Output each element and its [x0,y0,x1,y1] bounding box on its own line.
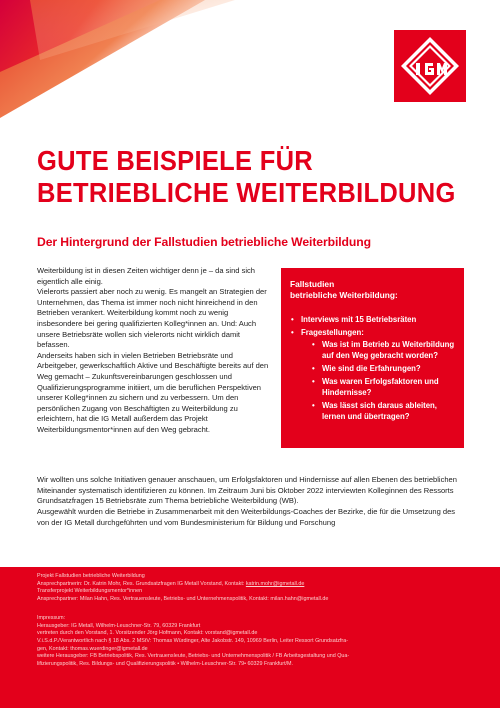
footer-contact-mohr [37,581,463,589]
title-line-2: BETRIEBLICHE WEITERBILDUNG [37,177,456,209]
sub-list-item [311,339,455,361]
sub-list-item-text: Was lässt sich daraus ableiten, lernen und übertragen? [322,401,437,421]
imprint-further-publishers: weitere Herausgeber: FB Betriebspolitik, Res. Vertrauensleute, Betriebs- und Unternehmenspolitik / FB Arbeitsgestaltung und Qua- [37,653,350,660]
list-item-text: Interviews mit 15 Betriebsräten [301,315,417,324]
sub-list-item-text: Was ist im Betrieb zu Weiterbildung auf den Weg gebracht worden? [322,340,455,360]
body-paragraph-2: Ausgewählt wurden die Betriebe in Zusammenarbeit mit den Weiterbildungs-Coaches der Bezirke, die für die Umsetzung des von der IG Metall durchgeführten und vom Bundesministerium für Bildung und Forschung [37,507,456,527]
sub-list-item [311,363,455,374]
imprint-heading: Impressum: [37,614,66,621]
igm-logo [394,30,466,102]
sub-list [301,339,455,422]
footer-transfer-project: Transferprojekt Weiterbildungsmentor*innen [37,588,143,595]
page-title [37,146,467,210]
info-box-title-line-2: betriebliche Weiterbildung: [290,290,398,300]
imprint-further-publishers-cont: lifizierungspolitik, Res. Bildungs- und Qualifizierungspolitik • Wilhelm-Leuschner-Str. 79• 60329 Frankfurt/M. [37,661,294,668]
footer-imprint [0,567,500,708]
case-study-info-box [281,268,464,448]
intro-paragraph-1: Weiterbildung ist in diesen Zeiten wichtiger denn je – da sind sich eigentlich alle einig. [37,266,256,286]
imprint-represented: vertreten durch den Vorstand, 1. Vorsitzender Jörg Hofmann, Kontakt: vorstand@igmetall.de [37,630,258,637]
info-box-list [290,314,455,422]
list-item [290,327,455,422]
contact-email-link[interactable]: katrin.mohr@igmetall.de [245,580,305,587]
sub-list-item-text: Wie sind die Erfahrungen? [322,364,421,373]
intro-column [37,266,273,436]
footer-contact-label: Ansprechpartnerin: Dr. Katrin Mohr, Res. Grundsatzfragen IG Metall Vorstand, Kontakt: [37,580,246,587]
intro-paragraph-2: Vielerorts passiert aber noch zu wenig. Es mangelt an Strategien der Unternehmen, das Thema ist immer noch nicht hinreichend in den Betrieben verankert. Weiterbildung kommt noch zu wenig insbesondere bei gering qualifizierten Kolleg*innen an. Und: Auch unsere Betriebsräte wollen sich vielerorts nicht wirklich damit befassen. [37,287,267,350]
imprint-responsible-contact: gen, Kontakt: thomas.wuerdinger@igmetall.de [37,645,148,652]
imprint-responsible: V.i.S.d.P./Verantwortlich nach § 18 Abs. 2 MStV: Thomas Würdinger, Alte Jakobstr. 149, 10969 Berlin, Leiter Ressort Grundsatzfra- [37,637,349,644]
body-paragraph-1: Wir wollten uns solche Initiativen genauer anschauen, um Erfolgsfaktoren und Hindernisse auf allen Ebenen des betrieblichen Miteinander systematisch identifizieren zu können. Im Zeitraum Juni bis Oktober 2022 interviewten Kolleginnen des Ressorts Grundsatzfragen 15 Betriebsräte zum Thema betriebliche Weiterbildung (WB). [37,475,457,506]
info-box-title-line-1: Fallstudien [290,279,335,289]
sub-list-item [311,376,455,398]
imprint-publisher: Herausgeber: IG Metall, Wilhelm-Leuschner-Str. 79, 60329 Frankfurt [37,622,201,629]
sub-list-item [311,400,455,422]
body-text [37,475,467,529]
intro-paragraph-3: Anderseits haben sich in vielen Betrieben Betriebsräte und Arbeitgeber, gewerkschaftlich Aktive und Beschäftigte bereits auf den Weg gemacht – Zukunftsvereinbarungen geschlossen und Qualifizierungsprogramme initiiert, um die beruflichen Perspektiven unserer Kolleg*innen zu sichern und zu verbessern. Um den persönlichen Zugang von Beschäftigten zu Weiterbildung zu erleichtern, hat die IG Metall außerdem das Projekt Weiterbildungsmentor*innen auf den Weg gebracht. [37,350,269,434]
list-item [290,314,455,325]
info-box-title [290,279,455,301]
footer-project-title: Projekt Fallstudien betriebliche Weiterbildung [37,573,145,579]
footer-contact-hahn: Ansprechpartner: Milan Hahn, Res. Vertrauensleute, Betriebs- und Unternehmenspolitik, Kontakt: milan.hahn@igmetall.de [37,596,329,603]
footer-spacer [37,604,463,615]
page-subtitle: Der Hintergrund der Fallstudien betriebliche Weiterbildung [37,235,371,249]
title-line-1: GUTE BEISPIELE FÜR [37,146,314,177]
sub-list-item-text: Was waren Erfolgsfaktoren und Hindernisse? [322,377,439,397]
list-item-text: Fragestellungen: [301,328,364,337]
